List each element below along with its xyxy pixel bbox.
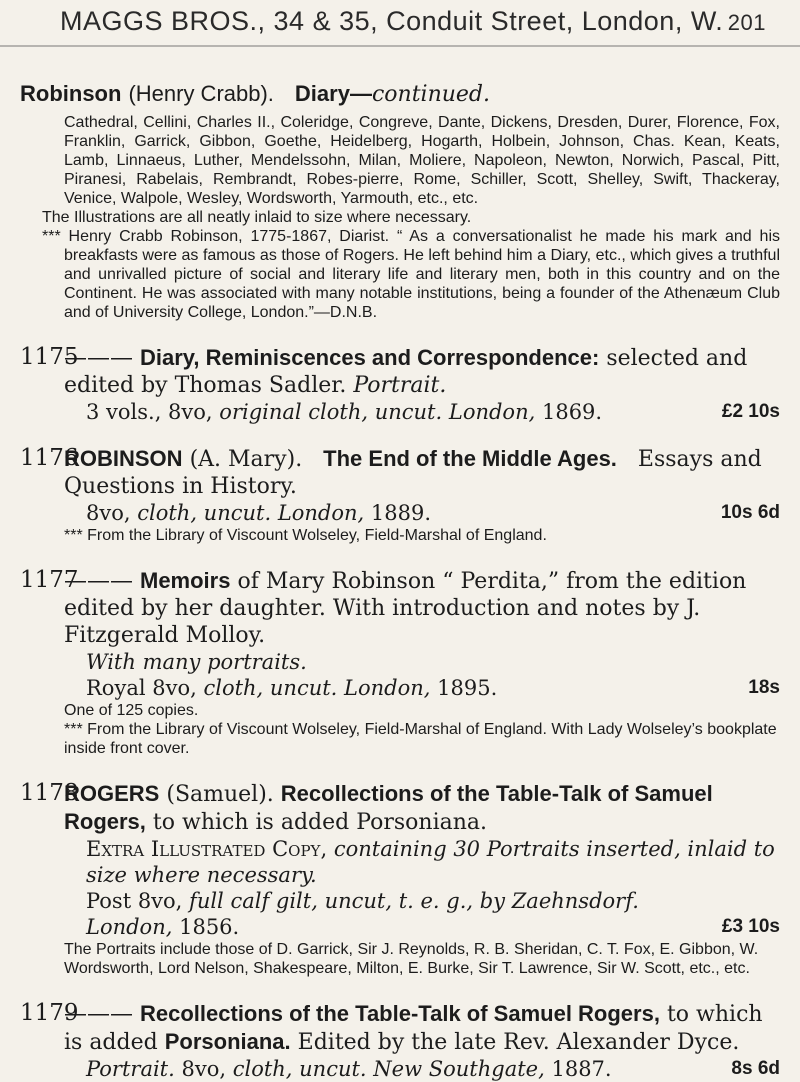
lot-imprint-line (64, 914, 780, 940)
lot-provenance-note: *** From the Library of Viscount Wolseley, Field-Marshal of England. (64, 527, 547, 544)
heading-rest: (Henry Crabb). (128, 81, 274, 106)
lot-title: The End of the Middle Ages. (323, 446, 617, 471)
page-number: 201 (727, 10, 766, 35)
lot-format: 3 vols., 8vo, (86, 400, 213, 424)
lot-author: ROGERS (64, 781, 160, 806)
lot-binding: cloth, uncut. (232, 1057, 367, 1081)
heading-name: Robinson (20, 81, 122, 106)
lot-desc: selected and edited by Thomas Sadler. (64, 346, 748, 398)
lot-place: London, (277, 501, 365, 525)
lot-desc-italic: With many portraits. (86, 650, 307, 674)
lot-year: 1889. (370, 501, 432, 525)
lot-title: Recollections of the Table-Talk of Samuel Rogers, (140, 1001, 660, 1026)
running-title: MAGGS BROS., 34 & 35, Conduit Street, London, W. (60, 6, 724, 36)
heading-title: Diary— (294, 81, 372, 106)
lot-price: 10s 6d (720, 502, 780, 523)
lot-format-line (64, 888, 780, 914)
lot-desc-italic: Portrait. (353, 373, 447, 398)
lot-binding: cloth, uncut. (203, 676, 338, 700)
lot-author: ROBINSON (64, 446, 183, 471)
illustrations-line: The Illustrations are all neatly inlaid to size where necessary. (42, 209, 472, 226)
ditto-dash: ——— (64, 1001, 133, 1027)
lot-price: £3 10s (721, 916, 780, 937)
lot-extra-italic: containing 30 Portraits inserted, inlaid to size where necessary. (86, 837, 775, 887)
lot-desc: to which is added Porsoniana. (152, 810, 488, 835)
lot-1178 (20, 780, 780, 978)
lot-binding: full calf gilt, uncut, t. e. g., by Zaehnsdorf. (189, 889, 639, 913)
lot-provenance-note: *** From the Library of Viscount Wolseley, Field-Marshal of England. With Lady Wolseley’s bookplate inside front cover. (64, 721, 777, 757)
lot-format: Royal 8vo, (86, 676, 197, 700)
catalogue-body (20, 80, 780, 1082)
lot-portrait: Portrait. (86, 1057, 175, 1081)
lot-place: London, (448, 400, 536, 424)
lot-desc: to which is added (64, 1002, 763, 1055)
lot-year: 1887. (551, 1057, 612, 1081)
lot-desc-after: Edited by the late Rev. Alexander Dyce. (297, 1030, 740, 1055)
lot-1177 (20, 567, 780, 758)
lot-1175 (20, 344, 780, 425)
lot-title: Diary, Reminiscences and Correspondence: (140, 345, 600, 370)
lot-desc-bold: Porsoniana. (164, 1029, 291, 1054)
lot-title-line (64, 567, 780, 649)
lot-format: Post 8vo, (86, 889, 183, 913)
heading-continued: continued. (371, 82, 490, 107)
lot-title-line (64, 445, 780, 500)
lot-format: 8vo, (86, 501, 131, 525)
lot-binding: cloth, uncut. (137, 501, 272, 525)
lot-title-line (64, 780, 780, 836)
lot-extra-smallcaps: Extra Illustrated Copy, (86, 837, 328, 861)
lot-binding: original cloth, uncut. (219, 400, 443, 424)
lot-title-line (64, 344, 780, 399)
lot-price: £2 10s (721, 401, 780, 422)
lot-number: 1178 (20, 780, 79, 806)
lot-number: 1177 (20, 567, 79, 593)
lot-year: 1895. (437, 676, 498, 700)
lot-1179 (20, 1000, 780, 1082)
running-header (60, 6, 766, 37)
lot-format-line (64, 500, 780, 526)
lot-desc: Essays and Questions in History. (64, 447, 762, 499)
lot-place: London, (344, 676, 431, 700)
lot-copies-note: One of 125 copies. (64, 702, 199, 719)
ditto-dash: ——— (64, 345, 133, 371)
lot-format-line (64, 675, 780, 701)
lot-author-rest: (A. Mary). (189, 447, 303, 472)
entry-heading (20, 80, 780, 109)
lot-format: 8vo, (181, 1057, 227, 1081)
lot-extra-line (64, 836, 780, 888)
lot-1176 (20, 445, 780, 545)
lot-format-line (64, 1056, 780, 1082)
header-rule (0, 45, 800, 47)
lot-desc: of Mary Robinson “ Perdita,” from the edition edited by her daughter. With introduction and notes by J. Fitzgerald Molloy. (64, 569, 747, 648)
lot-place: London, (86, 915, 173, 939)
lot-number: 1179 (20, 1000, 79, 1026)
lot-portraits-note: The Portraits include those of D. Garrick, Sir J. Reynolds, R. B. Sheridan, C. T. Fox, E. Gibbon, W. Wordsworth, Lord Nelson, Shakespeare, Milton, E. Burke, Sir T. Lawrence, Sir W. Scott, etc., etc. (64, 941, 759, 977)
lot-price: 8s 6d (731, 1058, 780, 1079)
lot-author-rest: (Samuel). (166, 782, 274, 807)
ditto-dash: ——— (64, 568, 133, 594)
lot-number: 1176 (20, 445, 79, 471)
lot-number: 1175 (20, 344, 79, 370)
lot-price: 18s (748, 677, 780, 698)
entry-robinson-diary-continued (20, 80, 780, 322)
lot-year: 1869. (541, 400, 603, 424)
quote-paragraph: *** Henry Crabb Robinson, 1775-1867, Diarist. “ As a conversationalist he made his mark and his breakfasts were as famous as those of Rogers. He left behind him a Diary, etc., which gives a truthful and unrivalled picture of social and literary life and literary men, both in this country and on the Continent. He was associated with many notable institutions, being a founder of the Athenæum Club and of University College, London.”—D.N.B. (42, 228, 780, 321)
names-paragraph: Cathedral, Cellini, Charles II., Coleridge, Congreve, Dante, Dickens, Dresden, Durer, Florence, Fox, Franklin, Garrick, Gibbon, Goethe, Heidelberg, Hogarth, Holbein, Johnson, Chas. Kean, Keats, Lamb, Linnaeus, Luther, Mendelssohn, Milan, Moliere, Napoleon, Newton, Norwich, Pascal, Pitt, Piranesi, Rabelais, Rembrandt, Robes-pierre, Rome, Schiller, Scott, Shelley, Swift, Thackeray, Venice, Walpole, Wesley, Wordsworth, Yarmouth, etc., etc. (64, 114, 780, 207)
lot-title-line (64, 1000, 780, 1056)
lot-title: Memoirs (140, 568, 231, 593)
lot-place: New Southgate, (373, 1057, 545, 1081)
lot-year: 1856. (179, 915, 240, 939)
lot-format-line (64, 399, 780, 425)
lot-title: Recollections of the Table-Talk of Samuel Rogers, (64, 781, 713, 834)
